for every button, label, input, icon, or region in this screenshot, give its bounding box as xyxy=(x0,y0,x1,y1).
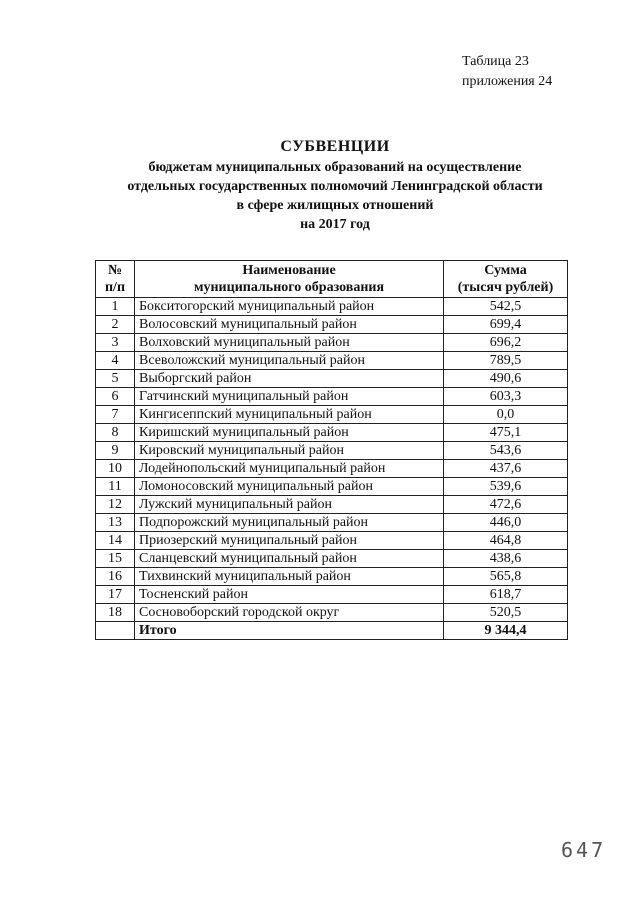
table-row xyxy=(96,334,568,352)
row-number: 1 xyxy=(96,298,135,316)
row-number: 15 xyxy=(96,550,135,568)
row-value: 490,6 xyxy=(444,370,568,388)
row-value: 542,5 xyxy=(444,298,568,316)
row-number: 9 xyxy=(96,442,135,460)
header-name-line-2: муниципального образования xyxy=(193,280,385,295)
title-line-2: отдельных государственных полномочий Ленинградской области xyxy=(127,179,543,194)
row-name: Волосовский муниципальный район xyxy=(135,316,444,334)
row-number: 10 xyxy=(96,460,135,478)
row-name: Всеволожский муниципальный район xyxy=(135,352,444,370)
table-row xyxy=(96,568,568,586)
row-name: Выборгский район xyxy=(135,370,444,388)
row-number: 2 xyxy=(96,316,135,334)
document-title xyxy=(90,136,580,234)
title-line-3: в сфере жилищных отношений xyxy=(236,198,434,213)
row-name: Киришский муниципальный район xyxy=(135,424,444,442)
row-value: 437,6 xyxy=(444,460,568,478)
row-value: 0,0 xyxy=(444,406,568,424)
row-number: 11 xyxy=(96,478,135,496)
row-number: 3 xyxy=(96,334,135,352)
row-value: 603,3 xyxy=(444,388,568,406)
row-number: 13 xyxy=(96,514,135,532)
row-value: 789,5 xyxy=(444,352,568,370)
table-body xyxy=(96,298,568,622)
row-number: 16 xyxy=(96,568,135,586)
row-name: Кингисеппский муниципальный район xyxy=(135,406,444,424)
title-line-1: бюджетам муниципальных образований на осуществление xyxy=(148,160,522,175)
subventions-table xyxy=(95,260,568,640)
table-row xyxy=(96,442,568,460)
row-number: 14 xyxy=(96,532,135,550)
row-name: Гатчинский муниципальный район xyxy=(135,388,444,406)
row-name: Тихвинский муниципальный район xyxy=(135,568,444,586)
table-reference xyxy=(462,52,552,92)
row-value: 543,6 xyxy=(444,442,568,460)
row-name: Подпорожский муниципальный район xyxy=(135,514,444,532)
row-number: 18 xyxy=(96,604,135,622)
table-row xyxy=(96,406,568,424)
title-main: СУБВЕНЦИИ xyxy=(280,138,390,155)
row-name: Лодейнопольский муниципальный район xyxy=(135,460,444,478)
table-row xyxy=(96,496,568,514)
total-row xyxy=(96,622,568,640)
reference-line-1: Таблица 23 xyxy=(462,54,529,69)
table-row xyxy=(96,460,568,478)
row-name: Волховский муниципальный район xyxy=(135,334,444,352)
row-number: 12 xyxy=(96,496,135,514)
row-value: 446,0 xyxy=(444,514,568,532)
table-row xyxy=(96,604,568,622)
table-row xyxy=(96,316,568,334)
header-number-line-2: п/п xyxy=(104,280,126,295)
row-value: 520,5 xyxy=(444,604,568,622)
table-row xyxy=(96,586,568,604)
table-row xyxy=(96,298,568,316)
row-name: Ломоносовский муниципальный район xyxy=(135,478,444,496)
row-value: 475,1 xyxy=(444,424,568,442)
row-name: Бокситогорский муниципальный район xyxy=(135,298,444,316)
row-number: 7 xyxy=(96,406,135,424)
header-number xyxy=(96,261,135,298)
row-value: 472,6 xyxy=(444,496,568,514)
row-name: Кировский муниципальный район xyxy=(135,442,444,460)
page-number: 647 xyxy=(561,838,607,862)
table-row xyxy=(96,532,568,550)
row-value: 696,2 xyxy=(444,334,568,352)
row-value: 565,8 xyxy=(444,568,568,586)
row-value: 618,7 xyxy=(444,586,568,604)
table-row xyxy=(96,478,568,496)
row-number: 5 xyxy=(96,370,135,388)
header-sum-line-2: (тысяч рублей) xyxy=(457,280,554,295)
table-row xyxy=(96,514,568,532)
row-name: Сланцевский муниципальный район xyxy=(135,550,444,568)
header-sum xyxy=(444,261,568,298)
row-value: 438,6 xyxy=(444,550,568,568)
row-name: Сосновоборский городской округ xyxy=(135,604,444,622)
total-number-cell xyxy=(96,622,135,640)
title-line-4: на 2017 год xyxy=(300,217,370,232)
header-name-line-1: Наименование xyxy=(242,263,336,278)
row-name: Приозерский муниципальный район xyxy=(135,532,444,550)
row-number: 8 xyxy=(96,424,135,442)
table-row xyxy=(96,352,568,370)
table-header-row xyxy=(96,261,568,298)
reference-line-2: приложения 24 xyxy=(462,74,553,89)
row-name: Лужский муниципальный район xyxy=(135,496,444,514)
table-row xyxy=(96,424,568,442)
header-name xyxy=(135,261,444,298)
header-number-line-1: № xyxy=(107,263,123,278)
table-row xyxy=(96,388,568,406)
row-value: 699,4 xyxy=(444,316,568,334)
row-value: 464,8 xyxy=(444,532,568,550)
row-number: 6 xyxy=(96,388,135,406)
row-number: 4 xyxy=(96,352,135,370)
header-sum-line-1: Сумма xyxy=(484,263,527,278)
row-name: Тосненский район xyxy=(135,586,444,604)
total-value: 9 344,4 xyxy=(444,622,568,640)
total-label: Итого xyxy=(135,622,444,640)
row-number: 17 xyxy=(96,586,135,604)
row-value: 539,6 xyxy=(444,478,568,496)
table-row xyxy=(96,550,568,568)
table-row xyxy=(96,370,568,388)
